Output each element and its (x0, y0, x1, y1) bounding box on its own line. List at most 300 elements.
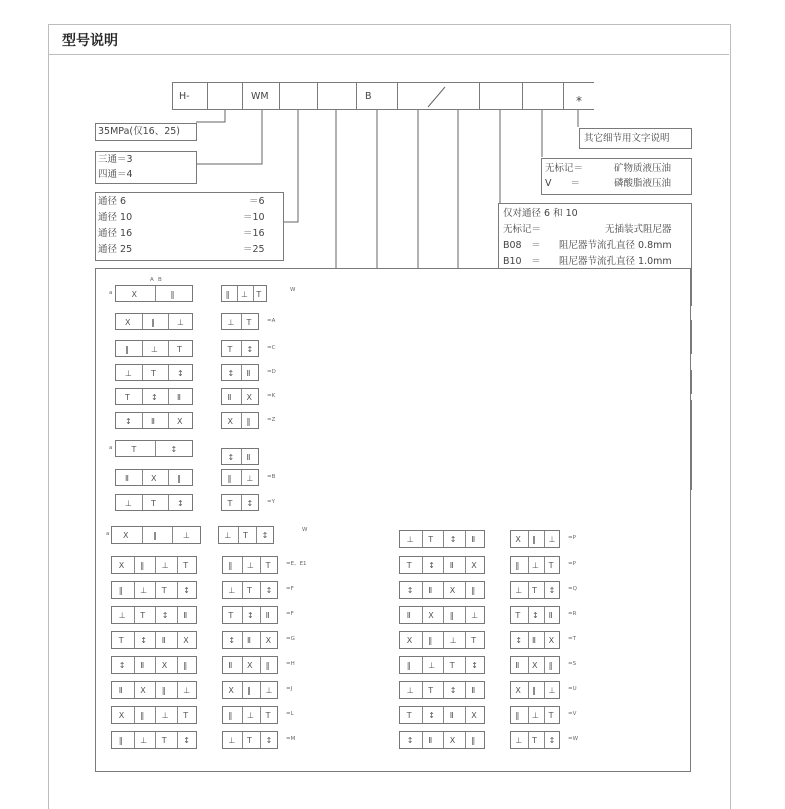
pressure-text: 35MPa(仅16、25) (98, 126, 180, 137)
flow-arrow-icon: ‖ (125, 345, 129, 354)
spool-divider (528, 582, 529, 598)
spool-divider (253, 286, 254, 301)
flow-arrow-icon: ⊥ (406, 535, 414, 544)
pilot-symbol-lower-right-8 (510, 706, 560, 724)
flow-arrow-icon: X (118, 711, 125, 720)
pilot-symbol-lower-right-9 (510, 731, 560, 749)
spool-code-b: =B (267, 474, 276, 480)
size-label-25: 通径 25 (98, 244, 133, 255)
flow-arrow-icon: ⊥ (224, 531, 232, 540)
flow-arrow-icon: ‖ (515, 561, 520, 570)
fluid-k2: V ＝ (545, 178, 580, 189)
spool-code-lower-right-4: =R (568, 611, 577, 617)
flow-arrow-icon: ⊥ (183, 531, 190, 540)
spool-divider (155, 732, 156, 748)
spool-code-lower-right-5: =T (568, 636, 576, 642)
flow-arrow-icon: Ⅱ (449, 561, 454, 570)
fluid-k1: 无标记＝ (545, 163, 584, 174)
pilot-symbol-a-5 (221, 412, 259, 429)
spool-divider (241, 449, 242, 464)
flow-arrow-icon: ‖ (406, 661, 411, 670)
pilot-symbol-a-1 (221, 313, 259, 330)
spool-symbol-a-1 (115, 313, 193, 330)
spool-divider (134, 707, 135, 723)
flow-arrow-icon: ↕ (428, 711, 435, 720)
spool-divider (134, 632, 135, 648)
spool-code-lower-right-9: =W (568, 736, 579, 742)
size-label-10: 通径 10 (98, 212, 133, 223)
flow-arrow-icon: T (183, 561, 189, 570)
flow-arrow-icon: X (151, 474, 157, 483)
spool-header-three-way (115, 285, 193, 302)
size-box (95, 192, 284, 261)
port-label-A: A (150, 277, 154, 283)
orifice-v3: 阻尼器节流孔直径 1.0mm (559, 256, 672, 267)
spool-symbol-a-4 (115, 388, 193, 405)
flow-arrow-icon: ↕ (118, 661, 126, 670)
spool-symbol-lower-right-5 (399, 631, 485, 649)
flow-arrow-icon: Ⅱ (246, 369, 251, 378)
spool-code-a-2: =C (267, 345, 276, 351)
spool-divider (242, 682, 243, 698)
flow-arrow-icon: ⊥ (515, 586, 523, 595)
flow-arrow-icon: ↕ (246, 499, 254, 508)
spool-code-a-4: =K (267, 393, 276, 399)
spool-divider (528, 707, 529, 723)
flow-arrow-icon: T (228, 611, 234, 620)
spool-divider (177, 632, 178, 648)
flow-arrow-icon: ↕ (177, 499, 184, 508)
spool-divider (241, 470, 242, 485)
flow-arrow-icon: ‖ (225, 290, 230, 299)
flow-arrow-icon: ‖ (228, 711, 233, 720)
pilot-symbol-lower-left-2 (222, 581, 278, 599)
spool-divider (544, 732, 545, 748)
flow-arrow-icon: ↕ (449, 535, 457, 544)
flow-arrow-icon: ‖ (246, 417, 251, 426)
flow-arrow-icon: T (151, 499, 156, 508)
flow-arrow-icon: X (532, 661, 538, 670)
spool-code-lower-right-8: =V (568, 711, 577, 717)
spool-divider (465, 732, 466, 748)
flow-arrow-icon: ⊥ (183, 686, 191, 695)
spool-divider (443, 657, 444, 673)
spool-symbol-b (115, 469, 193, 486)
spool-header-lower-left (111, 526, 201, 544)
spool-divider (168, 413, 169, 428)
flow-arrow-icon: Ⅱ (548, 611, 553, 620)
spool-symbol-lower-left-4 (111, 631, 197, 649)
flow-arrow-icon: T (548, 561, 554, 570)
flow-arrow-icon: ↕ (265, 736, 273, 745)
spool-divider (155, 557, 156, 573)
flow-arrow-icon: Ⅱ (471, 686, 476, 695)
orifice-k3: B10 ＝ (503, 256, 541, 267)
flow-arrow-icon: ⊥ (177, 318, 184, 327)
flow-arrow-icon: ⊥ (548, 535, 556, 544)
spool-divider (528, 657, 529, 673)
port-label-B: B (158, 277, 162, 283)
flow-arrow-icon: ‖ (247, 686, 251, 695)
ways-3: 三通＝3 (98, 154, 133, 165)
spool-divider (155, 441, 156, 456)
flow-arrow-icon: T (265, 711, 271, 720)
flow-arrow-icon: ‖ (177, 474, 181, 483)
spool-divider (242, 632, 243, 648)
spool-divider (142, 527, 143, 543)
flow-arrow-icon: T (243, 531, 248, 540)
flow-arrow-icon: ⊥ (118, 611, 126, 620)
pilot-symbol-a-2 (221, 340, 259, 357)
flow-arrow-icon: T (151, 369, 156, 378)
spool-code-a-5: =Z (267, 417, 276, 423)
spool-symbol-lower-left-5 (111, 656, 197, 674)
pilot-symbol-lower-right-3 (510, 581, 560, 599)
spool-divider (242, 607, 243, 623)
flow-arrow-icon: Ⅱ (428, 586, 433, 595)
flow-arrow-icon: T (247, 736, 252, 745)
flow-arrow-icon: ⊥ (241, 290, 248, 299)
spool-divider (544, 682, 545, 698)
spool-header-four-way (115, 440, 193, 457)
flow-arrow-icon: ⊥ (532, 561, 539, 570)
flow-arrow-icon: Ⅱ (449, 711, 454, 720)
flow-arrow-icon: ↕ (228, 636, 236, 645)
size-label-6: 通径 6 (98, 196, 127, 207)
flow-arrow-icon: Ⅱ (247, 636, 251, 645)
spool-divider (256, 527, 257, 543)
flow-arrow-icon: T (183, 711, 189, 720)
pilot-symbol-lower-right-5 (510, 631, 560, 649)
spool-divider (422, 557, 423, 573)
flow-arrow-icon: ⊥ (227, 318, 235, 327)
pilot-symbol-lower-right-2 (510, 556, 560, 574)
flow-arrow-icon: ↕ (227, 369, 235, 378)
pilot-symbol-lower-left-5 (222, 656, 278, 674)
flow-arrow-icon: X (449, 736, 456, 745)
flow-arrow-icon: ↕ (428, 561, 435, 570)
flow-arrow-icon: X (246, 393, 252, 402)
spool-divider (241, 389, 242, 404)
spool-divider (155, 286, 156, 301)
spool-divider (242, 582, 243, 598)
fluid-v2: 磷酸脂液压油 (614, 178, 672, 189)
spool-symbol-lower-left-7 (111, 706, 197, 724)
port-label-a-3: a (106, 531, 110, 537)
pilot-symbol-lower-left-8 (222, 731, 278, 749)
pilot-symbol-lower-right-4 (510, 606, 560, 624)
size-val-10: ＝10 (243, 212, 265, 223)
flow-arrow-icon: Ⅱ (183, 611, 188, 620)
flow-arrow-icon: T (227, 345, 233, 354)
spool-symbol-lower-right-1 (399, 530, 485, 548)
spool-code-lower-right-3: =Q (568, 586, 577, 592)
spool-divider (528, 607, 529, 623)
spool-divider (260, 682, 261, 698)
flow-arrow-icon: ‖ (265, 661, 270, 670)
spool-divider (544, 582, 545, 598)
flow-arrow-icon: T (177, 345, 182, 354)
spool-divider (422, 582, 423, 598)
flow-arrow-icon: Ⅱ (406, 611, 411, 620)
spool-divider (443, 682, 444, 698)
spool-code-lower-left-5: =H (286, 661, 295, 667)
flow-arrow-icon: ⊥ (471, 611, 479, 620)
spool-divider (241, 365, 242, 380)
spool-code-lower-left-3: =F (286, 611, 294, 617)
flow-arrow-icon: Ⅱ (177, 393, 181, 402)
spool-symbol-a-2 (115, 340, 193, 357)
flow-arrow-icon: ↕ (170, 445, 178, 454)
spool-divider (177, 707, 178, 723)
spool-divider (134, 582, 135, 598)
spool-divider (465, 657, 466, 673)
flow-arrow-icon: Ⅱ (140, 661, 145, 670)
flow-arrow-icon: X (428, 611, 434, 620)
flow-arrow-icon: Ⅱ (228, 661, 233, 670)
pilot-symbol-lower-left-7 (222, 706, 278, 724)
spool-divider (241, 341, 242, 356)
spool-divider (528, 682, 529, 698)
flow-arrow-icon: ⊥ (515, 736, 523, 745)
pilot-symbol-lower-right-7 (510, 681, 560, 699)
spool-divider (242, 707, 243, 723)
spool-divider (238, 527, 239, 543)
flow-arrow-icon: X (548, 636, 555, 645)
pilot-symbol-lower-left-4 (222, 631, 278, 649)
other-box (579, 128, 692, 149)
flow-arrow-icon: ↕ (177, 369, 184, 378)
flow-arrow-icon: T (247, 586, 252, 595)
flow-arrow-icon: T (118, 636, 124, 645)
flow-arrow-icon: ↕ (449, 686, 457, 695)
spool-divider (168, 389, 169, 404)
spool-symbol-a-3 (115, 364, 193, 381)
flow-arrow-icon: T (406, 711, 412, 720)
spool-divider (465, 632, 466, 648)
flow-arrow-icon: ‖ (140, 561, 145, 570)
flow-arrow-icon: X (183, 636, 189, 645)
flow-arrow-icon: T (548, 711, 554, 720)
flow-arrow-icon: ↕ (548, 736, 556, 745)
flow-arrow-icon: ⊥ (265, 686, 273, 695)
flow-arrow-icon: ⊥ (125, 499, 132, 508)
flow-arrow-icon: Ⅱ (471, 535, 476, 544)
spool-code-a-3: =D (267, 369, 276, 375)
fluid-v1: 矿物质液压油 (614, 163, 672, 174)
flow-arrow-icon: T (161, 736, 167, 745)
flow-arrow-icon: ↕ (151, 393, 158, 402)
spool-divider (422, 682, 423, 698)
flow-arrow-icon: X (471, 711, 477, 720)
ways-4: 四通＝4 (98, 169, 133, 180)
flow-arrow-icon: ↕ (471, 661, 478, 670)
flow-arrow-icon: Ⅱ (265, 611, 270, 620)
flow-arrow-icon: ↕ (247, 611, 254, 620)
spool-divider (142, 413, 143, 428)
flow-arrow-icon: ↕ (227, 453, 235, 462)
spool-divider (177, 732, 178, 748)
flow-arrow-icon: T (471, 636, 477, 645)
spool-divider (528, 632, 529, 648)
pilot-symbol-b (221, 469, 259, 486)
spool-divider (142, 314, 143, 329)
flow-arrow-icon: ⊥ (532, 711, 539, 720)
spool-symbol-lower-left-8 (111, 731, 197, 749)
spool-divider (528, 557, 529, 573)
spool-divider (177, 682, 178, 698)
flow-arrow-icon: ⊥ (406, 686, 414, 695)
flow-arrow-icon: ↕ (515, 636, 523, 645)
spool-divider (260, 732, 261, 748)
spool-divider (443, 732, 444, 748)
flow-arrow-icon: ‖ (228, 561, 233, 570)
spool-divider (528, 531, 529, 547)
spool-divider (155, 657, 156, 673)
flow-arrow-icon: ↕ (406, 586, 414, 595)
flow-arrow-icon: ⊥ (428, 661, 436, 670)
pilot-symbol-lower-left-6 (222, 681, 278, 699)
flow-arrow-icon: ⊥ (140, 736, 148, 745)
spool-code-lower-left-8: =M (286, 736, 296, 742)
spool-divider (155, 707, 156, 723)
spool-symbol-lower-left-1 (111, 556, 197, 574)
spool-divider (155, 582, 156, 598)
flow-arrow-icon: ‖ (548, 661, 553, 670)
spool-symbol-lower-right-2 (399, 556, 485, 574)
spool-divider (177, 582, 178, 598)
spool-divider (528, 732, 529, 748)
spool-divider (465, 607, 466, 623)
code-star: * (576, 94, 582, 108)
spool-divider (465, 531, 466, 547)
spool-divider (134, 557, 135, 573)
spool-divider (443, 632, 444, 648)
flow-arrow-icon: ‖ (227, 474, 232, 483)
spool-divider (142, 470, 143, 485)
flow-arrow-icon: ‖ (118, 736, 123, 745)
spool-divider (443, 531, 444, 547)
flow-arrow-icon: T (161, 586, 167, 595)
flow-arrow-icon: X (471, 561, 477, 570)
spool-divider (241, 413, 242, 428)
flow-arrow-icon: T (406, 561, 412, 570)
spool-divider (544, 707, 545, 723)
spool-code-lower-right-7: =U (568, 686, 577, 692)
flow-arrow-icon: X (515, 686, 521, 695)
flow-arrow-icon: ⊥ (246, 474, 254, 483)
spool-divider (177, 607, 178, 623)
flow-arrow-icon: ⊥ (161, 561, 169, 570)
flow-arrow-icon: X (227, 417, 233, 426)
flow-arrow-icon: ‖ (428, 636, 433, 645)
spool-symbol-a-5 (115, 412, 193, 429)
flow-arrow-icon: ⊥ (161, 711, 169, 720)
spool-divider (142, 341, 143, 356)
flow-arrow-icon: X (247, 661, 253, 670)
flow-arrow-icon: ↕ (406, 736, 414, 745)
flow-arrow-icon: T (125, 393, 130, 402)
port-label-W-2: W (302, 527, 308, 533)
spool-divider (260, 657, 261, 673)
flow-arrow-icon: ‖ (471, 736, 476, 745)
pilot-symbol-a-4 (221, 388, 259, 405)
flow-arrow-icon: X (118, 561, 125, 570)
orifice-k2: B08 ＝ (503, 240, 541, 251)
pilot-symbol-a-3 (221, 364, 259, 381)
flow-arrow-icon: T (265, 561, 271, 570)
spool-divider (134, 657, 135, 673)
pilot-symbol-lower-left-1 (222, 556, 278, 574)
spool-code-lower-left-2: =F (286, 586, 294, 592)
flow-arrow-icon: ⊥ (140, 586, 148, 595)
spool-divider (422, 707, 423, 723)
code-b: B (365, 91, 372, 102)
flow-arrow-icon: ‖ (532, 686, 536, 695)
spool-divider (443, 582, 444, 598)
spool-divider (544, 657, 545, 673)
port-label-a-2: a (109, 445, 113, 451)
flow-arrow-icon: T (449, 661, 455, 670)
spool-divider (465, 557, 466, 573)
flow-arrow-icon: X (131, 290, 137, 299)
flow-arrow-icon: T (256, 290, 262, 299)
flow-arrow-icon: X (123, 531, 129, 540)
spool-symbol-lower-right-4 (399, 606, 485, 624)
spool-code-lower-left-7: =L (286, 711, 294, 717)
flow-arrow-icon: Ⅱ (515, 661, 520, 670)
pilot-header-four-way (221, 448, 259, 465)
flow-arrow-icon: ⊥ (247, 561, 254, 570)
flow-arrow-icon: ‖ (449, 611, 454, 620)
spool-symbol-y (115, 494, 193, 511)
flow-arrow-icon: Ⅱ (246, 453, 251, 462)
fluid-box (541, 158, 692, 195)
spool-divider (237, 286, 238, 301)
flow-arrow-icon: ⊥ (151, 345, 158, 354)
flow-arrow-icon: ‖ (153, 531, 157, 540)
size-val-6: ＝6 (249, 196, 265, 207)
spool-divider (134, 732, 135, 748)
spool-symbol-lower-left-3 (111, 606, 197, 624)
flow-arrow-icon: ↕ (532, 611, 539, 620)
spool-divider (155, 682, 156, 698)
flow-arrow-icon: T (515, 611, 521, 620)
spool-symbol-lower-right-7 (399, 681, 485, 699)
pilot-symbol-lower-right-6 (510, 656, 560, 674)
spool-divider (168, 341, 169, 356)
spool-divider (422, 632, 423, 648)
flow-arrow-icon: X (125, 318, 131, 327)
spool-divider (260, 582, 261, 598)
flow-arrow-icon: ↕ (140, 636, 147, 645)
flow-arrow-icon: T (140, 611, 146, 620)
flow-arrow-icon: X (449, 586, 456, 595)
spool-divider (242, 732, 243, 748)
spool-divider (465, 682, 466, 698)
spool-divider (242, 657, 243, 673)
spool-divider (242, 557, 243, 573)
spool-divider (177, 557, 178, 573)
flow-arrow-icon: ⊥ (449, 636, 457, 645)
orifice-head: 仅对通径 6 和 10 (503, 208, 578, 219)
flow-arrow-icon: T (532, 586, 537, 595)
size-val-16: ＝16 (243, 228, 265, 239)
flow-arrow-icon: ↕ (261, 531, 269, 540)
flow-arrow-icon: T (227, 499, 233, 508)
flow-arrow-icon: ‖ (183, 661, 188, 670)
spool-symbol-lower-right-3 (399, 581, 485, 599)
